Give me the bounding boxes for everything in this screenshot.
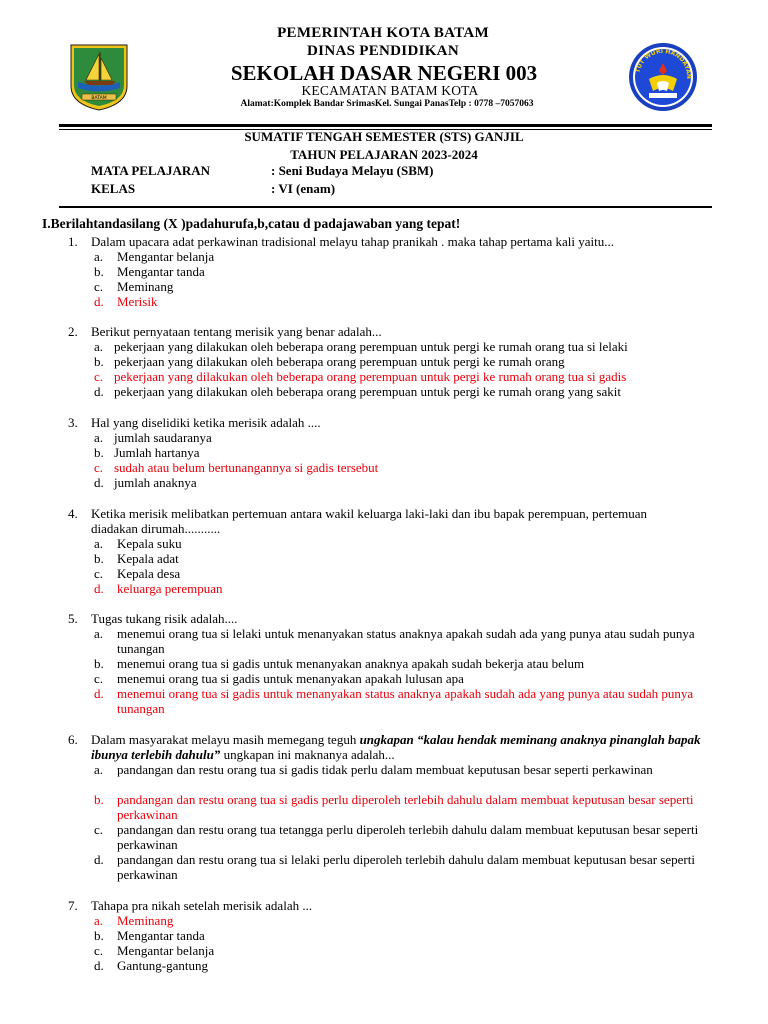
- option-letter: a.: [94, 536, 104, 551]
- option-letter: a.: [94, 430, 104, 445]
- question-text: Tugas tukang risik adalah....: [91, 611, 238, 626]
- option-text: Mengantar belanja: [117, 943, 215, 958]
- option-text: menemui orang tua si gadis untuk menanyakan anaknya apakah sudah bekerja atau belum: [117, 656, 585, 671]
- question-number: 2.: [68, 324, 78, 339]
- question-text-pre: Dalam masyarakat melayu masih memegang teguh: [91, 732, 360, 747]
- option-text: sudah atau belum bertunangannya si gadis tersebut: [114, 460, 379, 475]
- question-number: 7.: [68, 898, 78, 913]
- option-letter: b.: [94, 264, 104, 279]
- option-text: Meminang: [117, 913, 174, 928]
- question-text-emphasis: ungkapan “kalau hendak meminang anaknya pinanglah bapak ibunya terlebih dahulu”: [91, 732, 701, 762]
- subject-label: MATA PELAJARAN: [91, 163, 211, 178]
- letterhead: [0, 0, 768, 128]
- option-text: menemui orang tua si gadis untuk menanyakan apakah lulusan apa: [117, 671, 464, 686]
- question-text-post: ungkapan ini maknanya adalah...: [220, 747, 395, 762]
- option-letter: b.: [94, 656, 104, 671]
- question-text: Dalam upacara adat perkawinan tradisional melayu tahap pranikah . maka tahap pertama kali yaitu...: [91, 234, 615, 249]
- option-text: Mengantar tanda: [117, 928, 205, 943]
- option-letter: b.: [94, 445, 104, 460]
- option-text: Gantung-gantung: [117, 958, 208, 973]
- option-letter: a.: [94, 913, 104, 928]
- option-text: Mengantar belanja: [117, 249, 215, 264]
- option-text: pandangan dan restu orang tua tetangga perlu diperoleh terlebih dahulu dalam membuat keputusan besar seperti perkawinan: [117, 822, 699, 852]
- district-line: KECAMATAN BATAM KOTA: [301, 83, 479, 98]
- option-letter: a.: [94, 249, 104, 264]
- option-letter: b.: [94, 928, 104, 943]
- question-text: [91, 732, 701, 762]
- option-text: pekerjaan yang dilakukan oleh beberapa orang perempuan untuk pergi ke rumah orang: [114, 354, 565, 369]
- question-number: 4.: [68, 506, 78, 521]
- option-text: Meminang: [117, 279, 174, 294]
- class-value: : VI (enam): [271, 181, 336, 196]
- option-text: pekerjaan yang dilakukan oleh beberapa orang perempuan untuk pergi ke rumah orang tua si gadis: [114, 369, 627, 384]
- meta-divider: [59, 206, 712, 208]
- svg-text:BATAM: BATAM: [91, 96, 107, 101]
- exam-year: TAHUN PELAJARAN 2023-2024: [290, 147, 478, 162]
- option-text: jumlah saudaranya: [114, 430, 212, 445]
- option-letter: c.: [94, 279, 104, 294]
- question-number: 3.: [68, 415, 78, 430]
- option-text: pandangan dan restu orang tua si gadis tidak perlu dalam membuat keputusan besar seperti perkawinan: [117, 762, 653, 777]
- option-text: menemui orang tua si gadis untuk menanyakan status anaknya apakah sudah ada yang punya atau sudah punya tunangan: [117, 686, 694, 716]
- option-letter: d.: [94, 852, 104, 867]
- question-text: Ketika merisik melibatkan pertemuan antara wakil keluarga laki-laki dan ibu bapak perempuan, pertemuan diadakan dirumah...........: [91, 506, 648, 536]
- option-letter: c.: [94, 369, 104, 384]
- exam-title: SUMATIF TENGAH SEMESTER (STS) GANJIL: [244, 129, 524, 144]
- class-label: KELAS: [91, 181, 136, 196]
- option-letter: b.: [94, 551, 104, 566]
- option-text: Mengantar tanda: [117, 264, 205, 279]
- question-text: Tahapa pra nikah setelah merisik adalah ...: [91, 898, 313, 913]
- option-letter: c.: [94, 460, 104, 475]
- option-text: Kepala desa: [117, 566, 181, 581]
- option-letter: a.: [94, 762, 104, 777]
- question-number: 1.: [68, 234, 78, 249]
- option-letter: d.: [94, 294, 104, 309]
- option-text: Merisik: [117, 294, 158, 309]
- option-letter: b.: [94, 792, 104, 807]
- option-letter: d.: [94, 958, 104, 973]
- option-letter: c.: [94, 822, 104, 837]
- option-text: menemui orang tua si lelaki untuk menanyakan status anaknya apakah sudah ada yang punya atau sudah punya tunangan: [117, 626, 695, 656]
- option-text: keluarga perempuan: [117, 581, 223, 596]
- option-letter: c.: [94, 566, 104, 581]
- option-text: Kepala suku: [117, 536, 182, 551]
- question-text: Berikut pernyataan tentang merisik yang benar adalah...: [91, 324, 382, 339]
- school-name: SEKOLAH DASAR NEGERI 003: [230, 61, 538, 85]
- instruction-heading: I.Berilahtandasilang (X )padahurufa,b,catau d padajawaban yang tepat!: [42, 216, 461, 231]
- option-letter: b.: [94, 354, 104, 369]
- option-letter: c.: [94, 943, 104, 958]
- subject-value: : Seni Budaya Melayu (SBM): [271, 163, 434, 178]
- option-letter: a.: [94, 339, 104, 354]
- option-letter: d.: [94, 686, 104, 701]
- option-text: pekerjaan yang dilakukan oleh beberapa orang perempuan untuk pergi ke rumah orang yang sakit: [114, 384, 621, 399]
- tut-wuri-handayani-logo-icon: [627, 41, 699, 113]
- option-letter: c.: [94, 671, 104, 686]
- option-letter: d.: [94, 384, 104, 399]
- address-line: Alamat:Komplek Bandar SrimasKel. Sungai PanasTelp : 0778 –7057063: [240, 99, 534, 109]
- question-number: 5.: [68, 611, 78, 626]
- government-line: PEMERINTAH KOTA BATAM: [277, 25, 489, 41]
- option-text: pekerjaan yang dilakukan oleh beberapa orang perempuan untuk pergi ke rumah orang tua si lelaki: [114, 339, 628, 354]
- question-text: Hal yang diselidiki ketika merisik adalah ....: [91, 415, 321, 430]
- option-text: Jumlah hartanya: [114, 445, 200, 460]
- question-number: 6.: [68, 732, 78, 747]
- option-text: pandangan dan restu orang tua si lelaki perlu diperoleh terlebih dahulu dalam membuat keputusan besar seperti perkawinan: [117, 852, 695, 882]
- header-divider-thick: [59, 124, 712, 127]
- option-text: pandangan dan restu orang tua si gadis perlu diperoleh terlebih dahulu dalam membuat keputusan besar seperti perkawinan: [117, 792, 694, 822]
- option-letter: d.: [94, 475, 104, 490]
- option-text: jumlah anaknya: [114, 475, 197, 490]
- department-line: DINAS PENDIDIKAN: [307, 43, 459, 59]
- svg-text:TUT WURI HANDAYANI: TUT WURI HANDAYAN: [634, 47, 693, 80]
- option-letter: d.: [94, 581, 104, 596]
- option-text: Kepala adat: [117, 551, 179, 566]
- option-letter: a.: [94, 626, 104, 641]
